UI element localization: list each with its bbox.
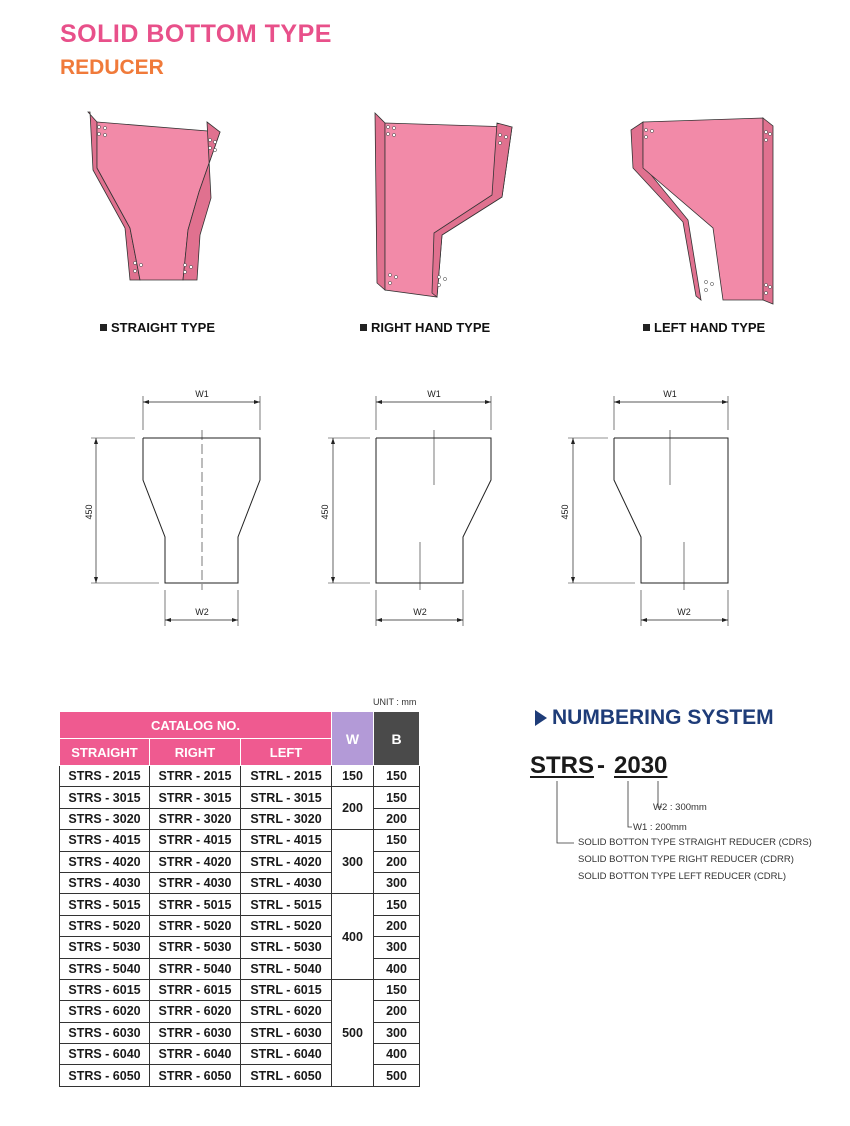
b-cell: 150 xyxy=(374,979,420,1000)
w-header: W xyxy=(332,712,374,766)
catalog-right-cell: STRR - 4030 xyxy=(150,872,241,893)
b-cell: 500 xyxy=(374,1065,420,1086)
b-cell: 300 xyxy=(374,872,420,893)
left-header: LEFT xyxy=(241,739,332,766)
table-row xyxy=(60,766,420,787)
w2-label: W2 xyxy=(413,607,427,617)
catalog-right-cell: STRR - 5020 xyxy=(150,915,241,936)
desc-left: SOLID BOTTON TYPE LEFT REDUCER (CDRL) xyxy=(578,871,786,882)
catalog-right-cell: STRR - 5030 xyxy=(150,937,241,958)
catalog-left-cell: STRL - 6030 xyxy=(241,1022,332,1043)
catalog-right-cell: STRR - 3020 xyxy=(150,808,241,829)
catalog-left-cell: STRL - 3015 xyxy=(241,787,332,808)
catalog-right-cell: STRR - 6050 xyxy=(150,1065,241,1086)
w1-label: W1 xyxy=(427,389,441,399)
w-cell: 300 xyxy=(332,830,374,894)
catalog-header: CATALOG NO. xyxy=(60,712,332,739)
triangle-bullet-icon xyxy=(535,710,547,726)
catalog-straight-cell: STRS - 6030 xyxy=(60,1022,150,1043)
w1-note: W1 : 200mm xyxy=(633,822,687,833)
code-prefix: STRS xyxy=(530,752,595,779)
table-row xyxy=(60,830,420,851)
catalog-right-cell: STRR - 6020 xyxy=(150,1001,241,1022)
height-label: 450 xyxy=(560,504,570,520)
catalog-right-cell: STRR - 2015 xyxy=(150,766,241,787)
catalog-right-cell: STRR - 5040 xyxy=(150,958,241,979)
catalog-straight-cell: STRS - 6020 xyxy=(60,1001,150,1022)
b-cell: 150 xyxy=(374,894,420,915)
catalog-left-cell: STRL - 5015 xyxy=(241,894,332,915)
b-cell: 300 xyxy=(374,1022,420,1043)
catalog-right-cell: STRR - 6030 xyxy=(150,1022,241,1043)
catalog-straight-cell: STRS - 4015 xyxy=(60,830,150,851)
catalog-straight-cell: STRS - 5020 xyxy=(60,915,150,936)
b-cell: 300 xyxy=(374,937,420,958)
height-label: 450 xyxy=(320,504,330,520)
table-row xyxy=(60,979,420,1000)
catalog-left-cell: STRL - 6050 xyxy=(241,1065,332,1086)
b-cell: 150 xyxy=(374,766,420,787)
b-cell: 200 xyxy=(374,1001,420,1022)
b-cell: 150 xyxy=(374,787,420,808)
catalog-left-cell: STRL - 3020 xyxy=(241,808,332,829)
catalog-straight-cell: STRS - 6040 xyxy=(60,1044,150,1065)
straight-type-drawing xyxy=(75,380,285,635)
catalog-straight-cell: STRS - 4020 xyxy=(60,851,150,872)
catalog-right-cell: STRR - 6015 xyxy=(150,979,241,1000)
height-label: 450 xyxy=(84,504,94,520)
right-header: RIGHT xyxy=(150,739,241,766)
w2-label: W2 xyxy=(677,607,691,617)
right-hand-reducer-image xyxy=(372,105,522,305)
page-subtitle: REDUCER xyxy=(60,56,164,79)
w1-label: W1 xyxy=(195,389,209,399)
catalog-left-cell: STRL - 2015 xyxy=(241,766,332,787)
unit-note: UNIT : mm xyxy=(373,697,417,707)
w-cell: 500 xyxy=(332,979,374,1086)
code-dash: - xyxy=(597,752,605,779)
catalog-left-cell: STRL - 6020 xyxy=(241,1001,332,1022)
catalog-left-cell: STRL - 4020 xyxy=(241,851,332,872)
catalog-left-cell: STRL - 4015 xyxy=(241,830,332,851)
desc-straight: SOLID BOTTON TYPE STRAIGHT REDUCER (CDRS) xyxy=(578,837,812,848)
straight-reducer-image xyxy=(85,100,245,290)
type-label-right-hand: RIGHT HAND TYPE xyxy=(360,320,490,335)
b-cell: 150 xyxy=(374,830,420,851)
catalog-straight-cell: STRS - 6015 xyxy=(60,979,150,1000)
catalog-right-cell: STRR - 6040 xyxy=(150,1044,241,1065)
catalog-right-cell: STRR - 5015 xyxy=(150,894,241,915)
desc-right: SOLID BOTTON TYPE RIGHT REDUCER (CDRR) xyxy=(578,854,794,865)
catalog-straight-cell: STRS - 5030 xyxy=(60,937,150,958)
b-header: B xyxy=(374,712,420,766)
catalog-left-cell: STRL - 5020 xyxy=(241,915,332,936)
straight-header: STRAIGHT xyxy=(60,739,150,766)
table-row xyxy=(60,894,420,915)
left-hand-type-drawing xyxy=(550,380,760,635)
catalog-left-cell: STRL - 5040 xyxy=(241,958,332,979)
w-cell: 400 xyxy=(332,894,374,980)
b-cell: 400 xyxy=(374,1044,420,1065)
page-title: SOLID BOTTOM TYPE xyxy=(60,20,332,48)
numbering-heading: NUMBERING SYSTEM xyxy=(535,706,774,730)
type-label-left-hand: LEFT HAND TYPE xyxy=(643,320,765,335)
w2-label: W2 xyxy=(195,607,209,617)
catalog-left-cell: STRL - 6040 xyxy=(241,1044,332,1065)
w1-label: W1 xyxy=(663,389,677,399)
w-cell: 200 xyxy=(332,787,374,830)
w-cell: 150 xyxy=(332,766,374,787)
catalog-straight-cell: STRS - 3020 xyxy=(60,808,150,829)
catalog-left-cell: STRL - 6015 xyxy=(241,979,332,1000)
b-cell: 400 xyxy=(374,958,420,979)
b-cell: 200 xyxy=(374,915,420,936)
catalog-right-cell: STRR - 4015 xyxy=(150,830,241,851)
code-number: 2030 xyxy=(614,752,668,779)
catalog-straight-cell: STRS - 4030 xyxy=(60,872,150,893)
b-cell: 200 xyxy=(374,851,420,872)
catalog-table xyxy=(59,711,420,1087)
catalog-right-cell: STRR - 3015 xyxy=(150,787,241,808)
numbering-leader-lines xyxy=(540,775,670,845)
catalog-straight-cell: STRS - 6050 xyxy=(60,1065,150,1086)
b-cell: 200 xyxy=(374,808,420,829)
catalog-straight-cell: STRS - 5040 xyxy=(60,958,150,979)
catalog-straight-cell: STRS - 3015 xyxy=(60,787,150,808)
table-row xyxy=(60,787,420,808)
right-hand-type-drawing xyxy=(310,380,520,635)
w2-note: W2 : 300mm xyxy=(653,802,707,813)
catalog-straight-cell: STRS - 5015 xyxy=(60,894,150,915)
catalog-right-cell: STRR - 4020 xyxy=(150,851,241,872)
catalog-left-cell: STRL - 4030 xyxy=(241,872,332,893)
left-hand-reducer-image xyxy=(628,110,778,305)
catalog-left-cell: STRL - 5030 xyxy=(241,937,332,958)
type-label-straight: STRAIGHT TYPE xyxy=(100,320,215,335)
catalog-straight-cell: STRS - 2015 xyxy=(60,766,150,787)
